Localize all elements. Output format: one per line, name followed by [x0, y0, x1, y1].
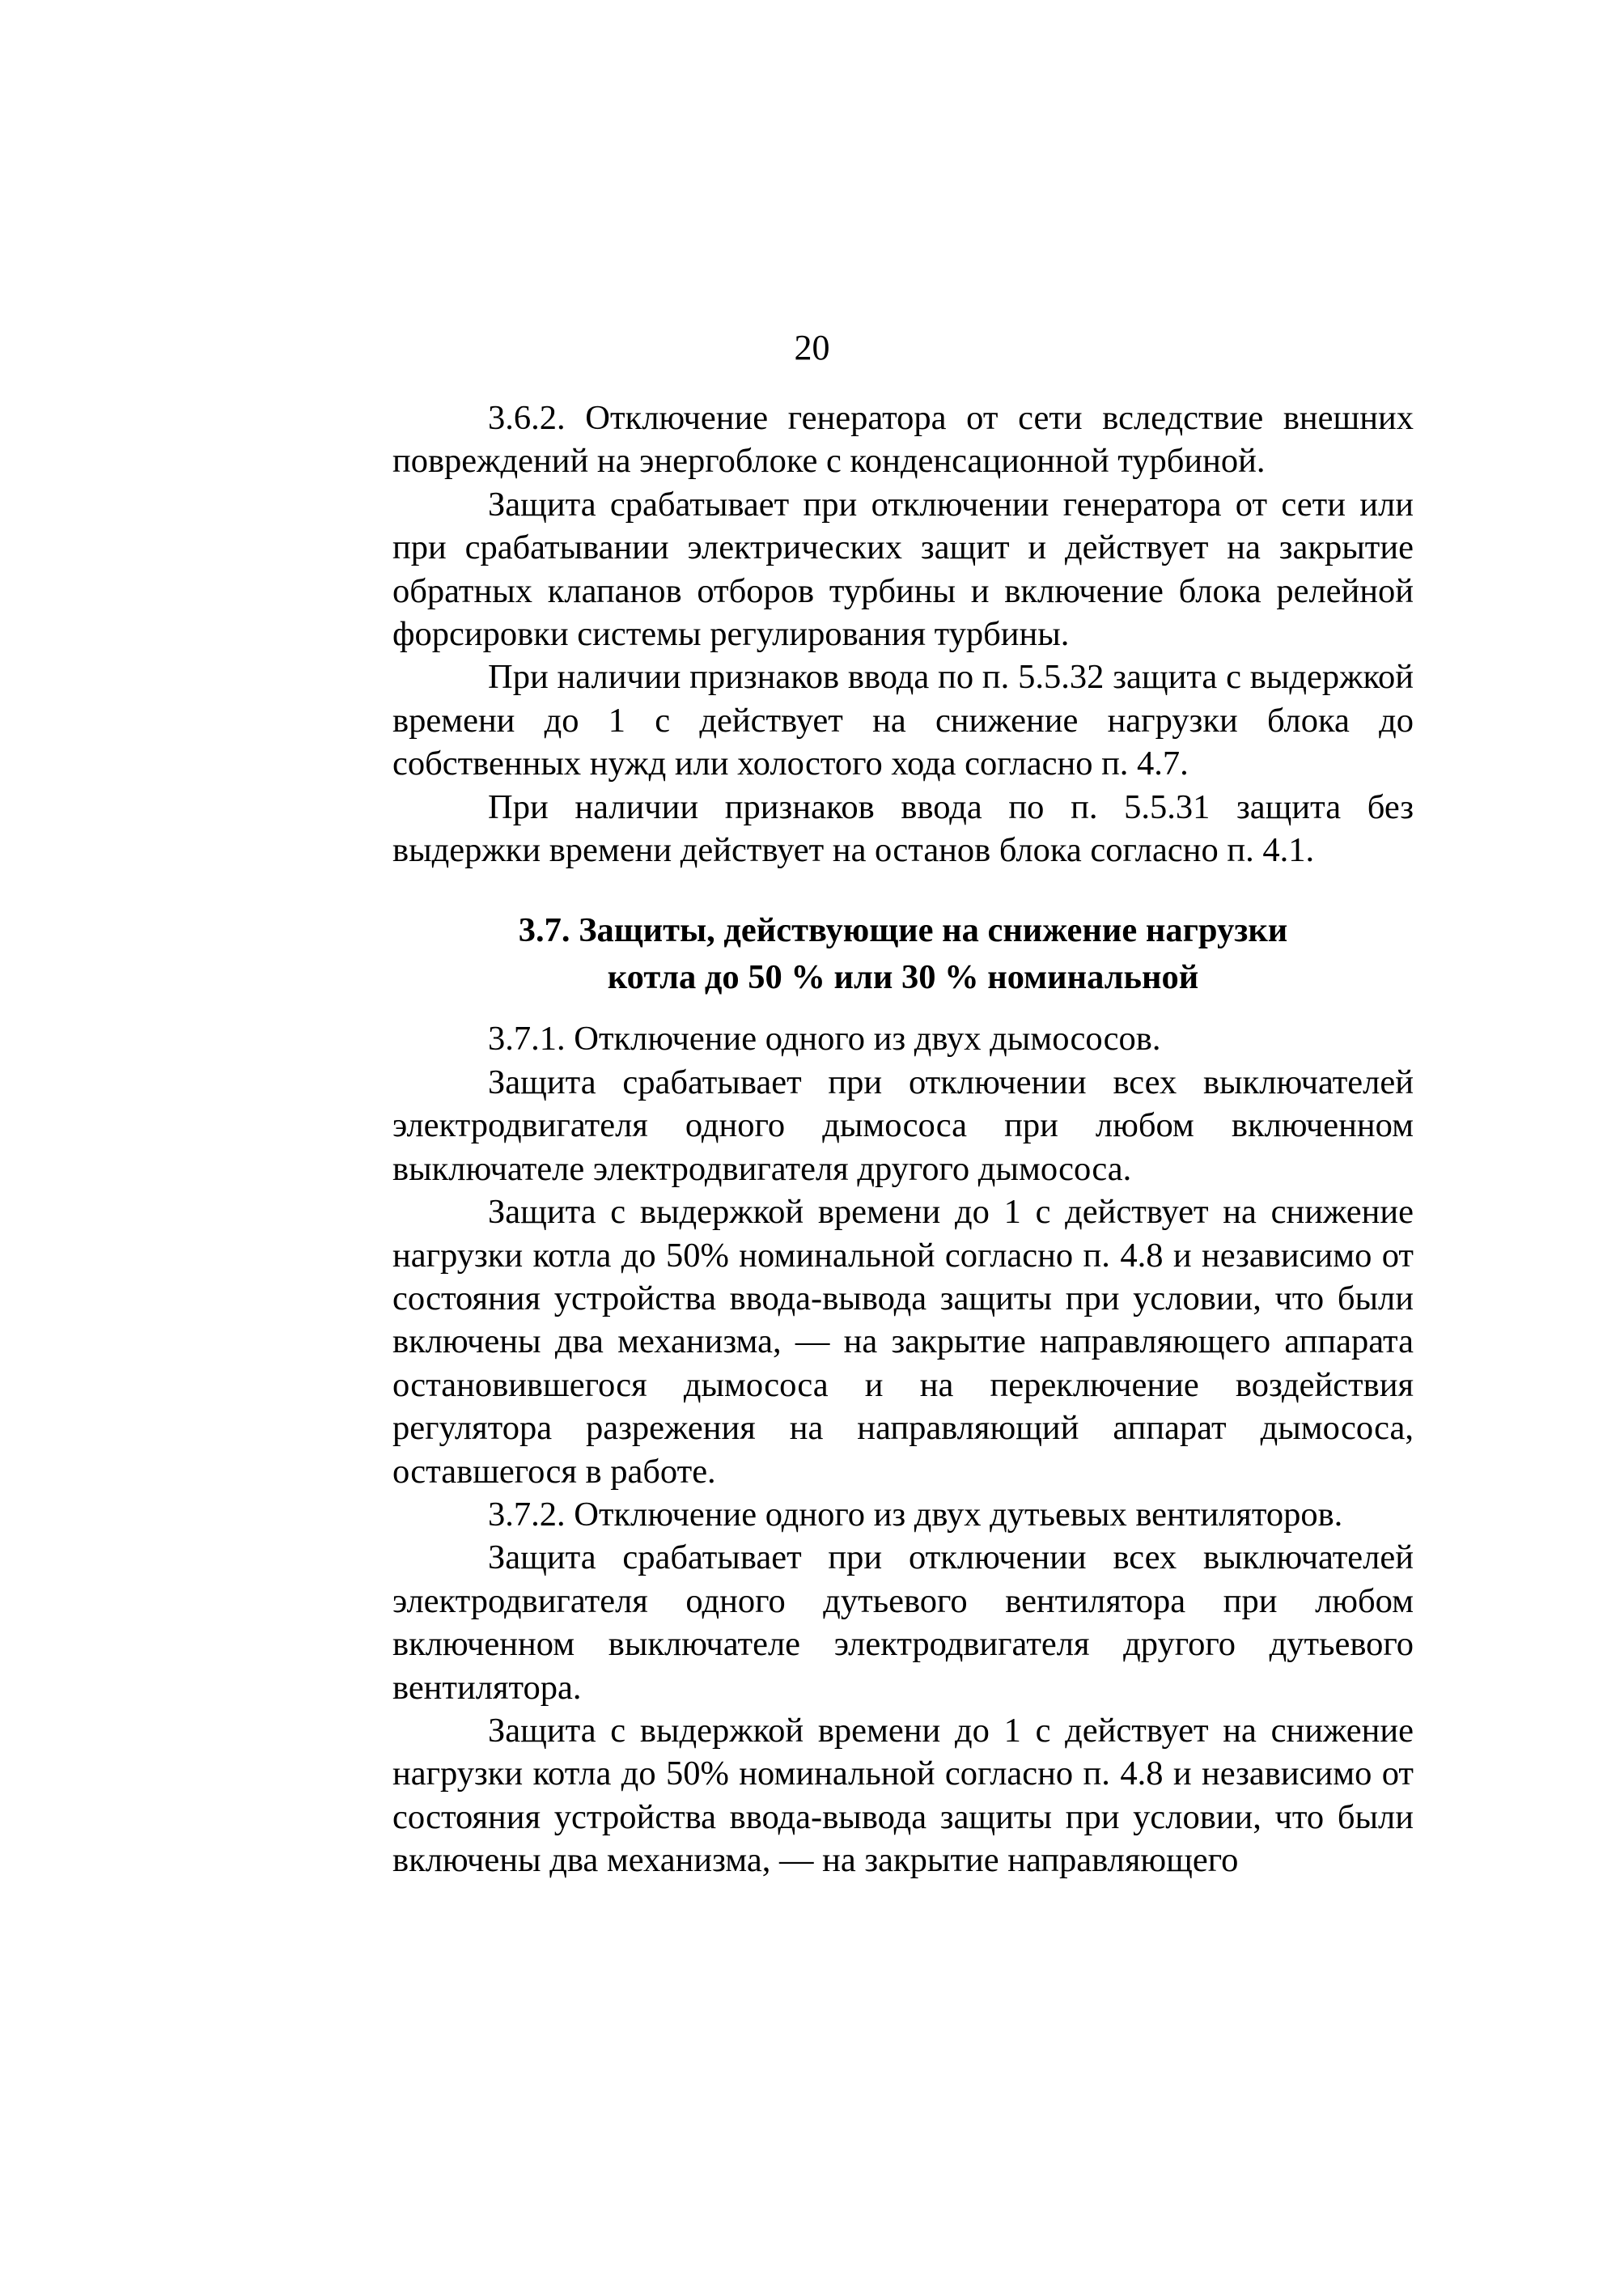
- paragraph: Защита срабатывает при отключении всех выключателей электродвигателя одного дымососа при любом включенном выключателе электродвигателя другого дымососа.: [392, 1063, 1414, 1188]
- paragraph-3-6-2-title: 3.6.2. Отключение генератора от сети вследствие внешних повреждений на энергоблоке с конденсационной турбиной.: [392, 399, 1414, 481]
- paragraph: Защита срабатывает при отключении всех выключателей электродвигателя одного дутьевого вентилятора при любом включенном выключателе электродвигателя другого дутьевого вентилятора.: [392, 1538, 1414, 1707]
- paragraph: Защита с выдержкой времени до 1 с действует на снижение нагрузки котла до 50% номинальной согласно п. 4.8 и независимо от состояния устройства ввода-вывода защиты при условии, что были включены два механизма, — на закрытие направляющего: [392, 1711, 1414, 1880]
- section-heading-line: котла до 50 % или 30 % номинальной: [607, 958, 1199, 997]
- paragraph: Защита срабатывает при отключении генератора от сети или при срабатывании электрических защит и действует на закрытие обратных клапанов отборов турбины и включение блока релейной форсировки системы регулирования турбины.: [392, 485, 1414, 654]
- page-body: [392, 397, 1414, 1882]
- paragraph-3-7-2-title: 3.7.2. Отключение одного из двух дутьевых вентиляторов.: [488, 1495, 1343, 1534]
- page-number: 20: [794, 328, 830, 367]
- section-heading-line: 3.7. Защиты, действующие на снижение нагрузки: [518, 911, 1288, 950]
- paragraph: При наличии признаков ввода по п. 5.5.31 защита без выдержки времени действует на останов блока согласно п. 4.1.: [392, 787, 1414, 870]
- section-heading-3-7: [392, 907, 1414, 1001]
- paragraph-3-7-1-title: 3.7.1. Отключение одного из двух дымососов.: [488, 1020, 1161, 1059]
- paragraph: Защита с выдержкой времени до 1 с действует на снижение нагрузки котла до 50% номинальной согласно п. 4.8 и независимо от состояния устройства ввода-вывода защиты при условии, что были включены два механизма, — на закрытие направляющего аппарата остановившегося дымососа и на переключение воздействия регулятора разрежения на направляющий аппарат дымососа, оставшегося в работе.: [392, 1193, 1414, 1491]
- paragraph: При наличии признаков ввода по п. 5.5.32 защита с выдержкой времени до 1 с действует на снижение нагрузки блока до собственных нужд или холостого хода согласно п. 4.7.: [392, 658, 1414, 783]
